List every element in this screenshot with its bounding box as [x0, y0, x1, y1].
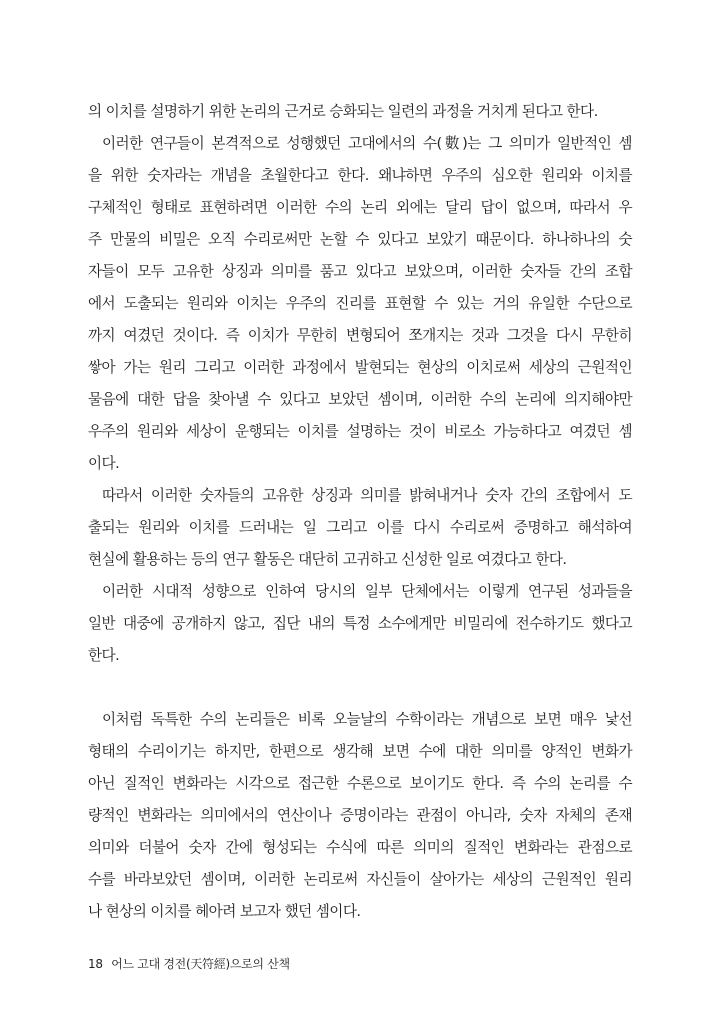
- text-line: 주 만물의 비밀은 오직 수리로써만 논할 수 있다고 보았기 때문이다. 하나하나의 숫: [88, 231, 632, 248]
- text-line: 수를 바라보았던 셈이며, 이러한 논리로써 자신들이 살아가는 세상의 근원적인 원리: [88, 871, 632, 888]
- text-line: 의 이치를 설명하기 위한 논리의 근거로 승화되는 일련의 과정을 거치게 된다고 한다.: [88, 103, 598, 120]
- text-line: 한다.: [88, 647, 120, 664]
- text-line: 의미와 더불어 숫자 간에 형성되는 수식에 따른 의미의 질적인 변화라는 관점으로: [88, 839, 632, 856]
- text-line: 이다.: [88, 455, 120, 472]
- page-number: 18: [88, 957, 103, 971]
- paragraph: [88, 128, 632, 480]
- text-line: 까지 여겼던 것이다. 즉 이치가 무한히 변형되어 쪼개지는 것과 그것을 다시 무한히: [88, 327, 632, 344]
- book-title: 어느 고대 경전(天符經)으로의 산책: [111, 957, 290, 971]
- text-line: 이러한 연구들이 본격적으로 성행했던 고대에서의 수(數)는 그 의미가 일반적인 셈: [102, 135, 632, 152]
- paragraph: [88, 96, 632, 128]
- text-line: 쌓아 가는 원리 그리고 이러한 과정에서 발현되는 현상의 이치로써 세상의 근원적인: [88, 359, 632, 376]
- text-line: 에서 도출되는 원리와 이치는 우주의 진리를 표현할 수 있는 거의 유일한 수단으로: [88, 295, 632, 312]
- paragraph: [88, 576, 632, 672]
- text-line: 나 현상의 이치를 헤아려 보고자 했던 셈이다.: [88, 903, 361, 920]
- text-line: 이러한 시대적 성향으로 인하여 당시의 일부 단체에서는 이렇게 연구된 성과들을: [102, 583, 632, 600]
- section-gap: [88, 672, 632, 704]
- page-footer: [88, 956, 290, 972]
- text-line: 형태의 수리이기는 하지만, 한편으로 생각해 보면 수에 대한 의미를 양적인 변화가: [88, 743, 632, 760]
- text-line: 우주의 원리와 세상이 운행되는 이치를 설명하는 것이 비로소 가능하다고 여겼던 셈: [88, 423, 632, 440]
- text-line: 현실에 활용하는 등의 연구 활동은 대단히 고귀하고 신성한 일로 여겼다고 한다.: [88, 551, 567, 568]
- paragraph: [88, 480, 632, 576]
- paragraph: [88, 704, 632, 928]
- text-line: 을 위한 숫자라는 개념을 초월한다고 한다. 왜냐하면 우주의 심오한 원리와 이치를: [88, 167, 632, 184]
- text-line: 출되는 원리와 이치를 드러내는 일 그리고 이를 다시 수리로써 증명하고 해석하여: [88, 519, 632, 536]
- body-text: [88, 96, 632, 928]
- text-line: 물음에 대한 답을 찾아낼 수 있다고 보았던 셈이며, 이러한 수의 논리에 의지해야만: [88, 391, 632, 408]
- text-line: 따라서 이러한 숫자들의 고유한 상징과 의미를 밝혀내거나 숫자 간의 조합에서 도: [102, 487, 632, 504]
- text-line: 아닌 질적인 변화라는 시각으로 접근한 수론으로 보이기도 한다. 즉 수의 논리를 수: [88, 775, 632, 792]
- text-line: 일반 대중에 공개하지 않고, 집단 내의 특정 소수에게만 비밀리에 전수하기도 했다고: [88, 615, 632, 632]
- text-line: 구체적인 형태로 표현하려면 이러한 수의 논리 외에는 달리 답이 없으며, 따라서 우: [88, 199, 632, 216]
- text-line: 자들이 모두 고유한 상징과 의미를 품고 있다고 보았으며, 이러한 숫자들 간의 조합: [88, 263, 632, 280]
- text-line: 량적인 변화라는 의미에서의 연산이나 증명이라는 관점이 아니라, 숫자 자체의 존재: [88, 807, 632, 824]
- text-line: 이처럼 독특한 수의 논리들은 비록 오늘날의 수학이라는 개념으로 보면 매우 낯선: [102, 711, 632, 728]
